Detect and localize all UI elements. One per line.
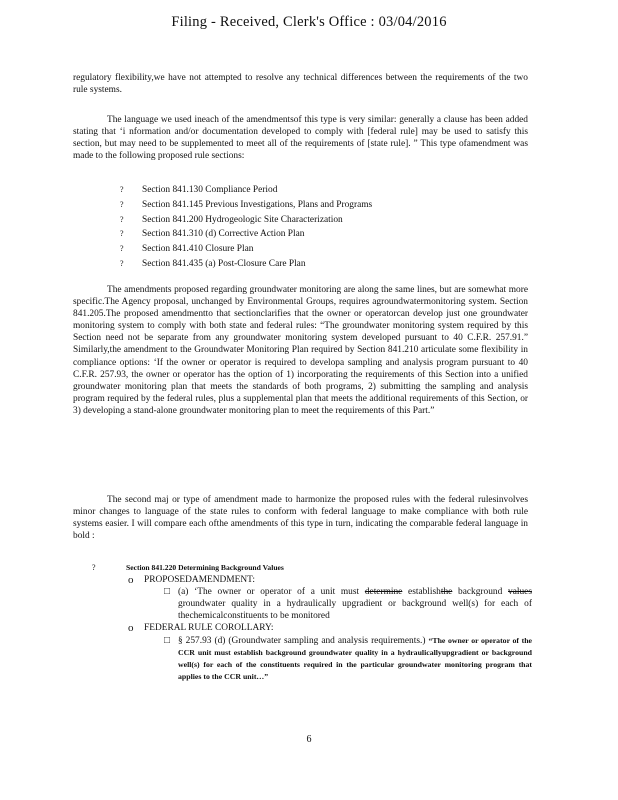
list-item: ? Section 841.410 Closure Plan bbox=[124, 242, 372, 257]
federal-rule-text: □ § 257.93 (d) (Groundwater sampling and analysis requirements.) “The owner or operator of the CCR unit must establish background groundwater quality in a hydraulicallyupgradient or background well(s) for each of the constituents required in the particular groundwater monitoring program that applies to the CCR unit…” bbox=[164, 634, 532, 681]
proposed-amendment-heading: o PROPOSEDAMENDMENT: bbox=[128, 574, 256, 587]
paragraph-groundwater-monitoring bbox=[73, 284, 528, 417]
paragraph-second-amendment-type bbox=[73, 494, 528, 542]
list-item: ? Section 841.200 Hydrogeologic Site Characterization bbox=[124, 213, 372, 228]
proposed-amendment-text: □ (a) ‘The owner or operator of a unit must determine establishthe background values groundwater quality in a hydraulically upgradient or background well(s) for each of thechemicalconstituents to be monitored bbox=[164, 586, 532, 622]
list-item: ? Section 841.130 Compliance Period bbox=[124, 183, 372, 198]
struck-text: determine bbox=[364, 587, 403, 598]
bullet-icon: ? bbox=[120, 229, 124, 239]
struck-text: the bbox=[440, 587, 453, 598]
amendment-comparison bbox=[92, 562, 532, 683]
list-item: ? Section 841.145 Previous Investigations, Plans and Programs bbox=[124, 198, 372, 213]
circle-bullet-icon: o bbox=[128, 622, 134, 635]
federal-rule-heading: o FEDERAL RULE COROLLARY: bbox=[128, 622, 274, 635]
paragraph-text: The second maj or type of amendment made to harmonize the proposed rules with the federal rulesinvolves minor changes to language of the state rules to conform with federal language to make compliance with both rule systems easier. I will compare each ofthe amendments of this type in turn, indicating the comparable federal language in bold : bbox=[73, 495, 528, 542]
list-item: ? Section 841.310 (d) Corrective Action Plan bbox=[124, 227, 372, 242]
square-bullet-icon: □ bbox=[164, 586, 171, 598]
circle-bullet-icon: o bbox=[128, 574, 134, 587]
federal-bold-quote: “The owner or operator of the CCR unit must establish background groundwater quality in a hydraulicallyupgradient or background well(s) for each of the constituents required in the particular groundwater monitoring program that applies to the CCR unit…” bbox=[178, 635, 532, 681]
bullet-icon: ? bbox=[120, 199, 124, 209]
paragraph-regulatory-flexibility bbox=[73, 72, 528, 96]
paragraph-text: The language we used ineach of the amendmentsof this type is very similar: generally a clause has been added stating that ‘i nformation and/or documentation developed to comply with [federal rule] may be used to satisfy this section, but may need to be supplemented to meet all of the requirements of [state rule]. ” This type ofamendment was made to the following proposed rule sections: bbox=[73, 115, 528, 162]
bullet-icon: ? bbox=[120, 258, 124, 268]
bullet-icon: ? bbox=[120, 185, 124, 194]
filing-header: Filing - Received, Clerk's Office : 03/04/2016 bbox=[171, 14, 447, 30]
list-item: ? Section 841.435 (a) Post-Closure Care Plan bbox=[124, 257, 372, 272]
bullet-icon: ? bbox=[120, 214, 124, 224]
square-bullet-icon: □ bbox=[164, 634, 171, 646]
amendment-section-label: ? Section 841.220 Determining Background Values bbox=[92, 562, 532, 574]
paragraph-text: The amendments proposed regarding groundwater monitoring are along the same lines, but are somewhat more specific.The Agency proposal, unchanged by Environmental Groups, requires agroundwatermonitoring system. Section 841.205.The proposed amendmentto that sectionclarifies that the owner or operatorcan develop just one groundwater monitoring system to comply with both state and federal rules: “The groundwater monitoring system required by this Section need not be separate from any groundwater monitoring system developed pursuant to 40 C.F.R. 257.91.” Similarly,the amendment to the Groundwater Monitoring Plan required by Section 841.210 articulate some flexibility in compliance options: ‘If the owner or operator is required to developa sampling and analysis program pursuant to 40 C.F.R. 257.93, the owner or operator has the option of 1) incorporating the requirements of this Section into a unified groundwater monitoring plan that meets the standards of both programs, 2) submitting the sampling and analysis program required by the federal rules, plus a supplemental plan that meets the additional requirements of this Section, or 3) developing a stand-alone groundwater monitoring plan to meet the requirements of this Part.” bbox=[73, 285, 528, 416]
struck-text: values bbox=[508, 587, 532, 598]
paragraph-language bbox=[73, 114, 528, 162]
page-number: 6 bbox=[306, 734, 312, 745]
bullet-icon: ? bbox=[120, 244, 124, 254]
section-list bbox=[120, 183, 373, 272]
paragraph-text: regulatory flexibility,we have not attempted to resolve any technical differences between the requirements of the two rule systems. bbox=[73, 73, 528, 96]
bullet-icon: ? bbox=[92, 563, 96, 572]
